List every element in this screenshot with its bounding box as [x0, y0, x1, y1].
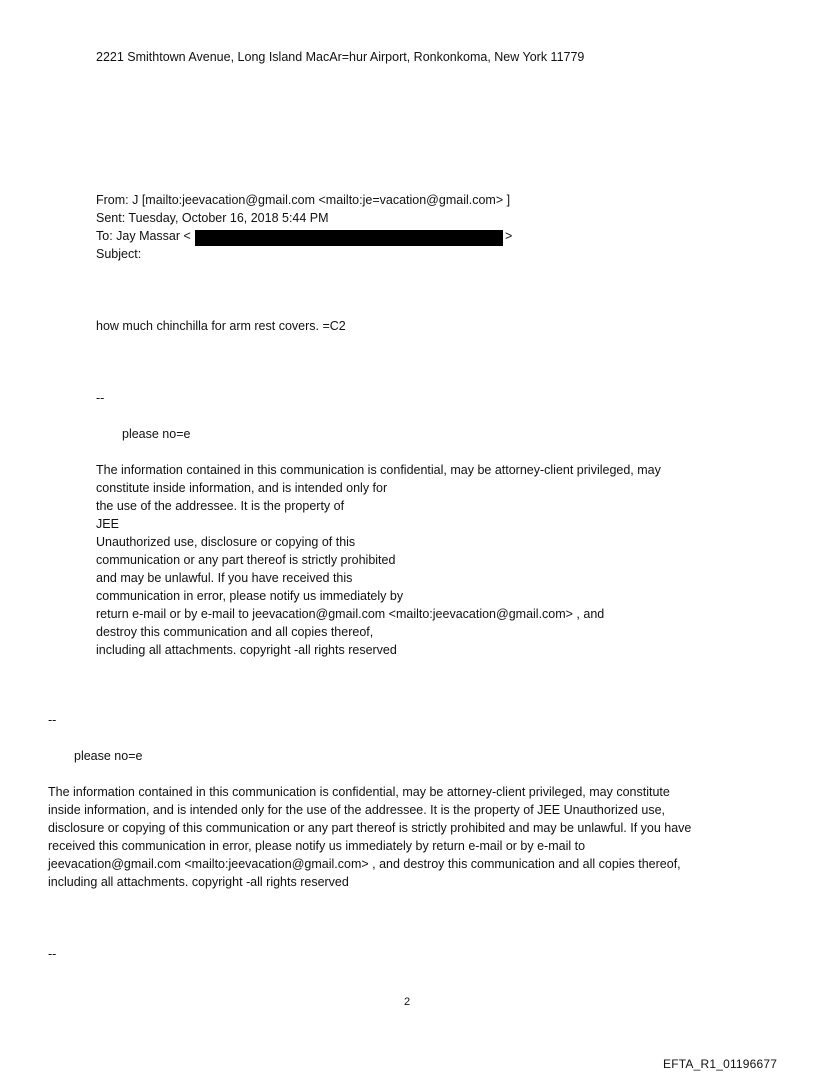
outer-please-note: please no=e	[74, 749, 143, 763]
email-body: how much chinchilla for arm rest covers. =C2	[96, 319, 346, 333]
header-address: 2221 Smithtown Avenue, Long Island MacAr=hur Airport, Ronkonkoma, New York 11779	[96, 50, 585, 64]
bates-number: EFTA_R1_01196677	[663, 1057, 778, 1071]
disclaimer-line: including all attachments. copyright -all rights reserved	[48, 875, 349, 889]
outer-disclaimer	[48, 783, 768, 891]
inner-signature-dashes: --	[96, 391, 105, 405]
disclaimer-line: constitute inside information, and is intended only for	[96, 481, 388, 495]
disclaimer-line: JEE	[96, 517, 119, 531]
disclaimer-line: received this communication in error, please notify us immediately by return e-mail or by e-mail to	[48, 839, 586, 853]
redaction-bar	[195, 230, 503, 246]
email-sent: Sent: Tuesday, October 16, 2018 5:44 PM	[96, 211, 329, 225]
disclaimer-line: jeevacation@gmail.com <mailto:jeevacation@gmail.com> , and destroy this communication and all copies thereof,	[48, 857, 681, 871]
disclaimer-line: the use of the addressee. It is the property of	[96, 499, 345, 513]
disclaimer-line: communication in error, please notify us immediately by	[96, 589, 404, 603]
inner-disclaimer	[96, 461, 661, 659]
disclaimer-line: and may be unlawful. If you have received this	[96, 571, 353, 585]
email-from: From: J [mailto:jeevacation@gmail.com <mailto:je=vacation@gmail.com> ]	[96, 193, 511, 207]
disclaimer-line: Unauthorized use, disclosure or copying of this	[96, 535, 356, 549]
page-number: 2	[404, 996, 411, 1008]
disclaimer-line: including all attachments. copyright -all rights reserved	[96, 643, 397, 657]
disclaimer-line: inside information, and is intended only for the use of the addressee. It is the property of JEE Unauthorized use,	[48, 803, 666, 817]
disclaimer-line: communication or any part thereof is strictly prohibited	[96, 553, 396, 567]
email-to-suffix: >	[505, 229, 513, 243]
outer-signature-dashes: --	[48, 713, 57, 727]
trailing-dashes: --	[48, 947, 57, 961]
inner-please-note: please no=e	[122, 427, 191, 441]
email-to-prefix: To: Jay Massar <	[96, 229, 191, 243]
disclaimer-line: destroy this communication and all copies thereof,	[96, 625, 374, 639]
disclaimer-line: The information contained in this communication is confidential, may be attorney-client privileged, may constitute	[48, 785, 670, 799]
disclaimer-line: The information contained in this communication is confidential, may be attorney-client privileged, may	[96, 463, 661, 477]
disclaimer-line: return e-mail or by e-mail to jeevacation@gmail.com <mailto:jeevacation@gmail.com> , and	[96, 607, 605, 621]
disclaimer-line: disclosure or copying of this communication or any part thereof is strictly prohibited and may be unlawful. If you have	[48, 821, 692, 835]
email-subject: Subject:	[96, 247, 142, 261]
